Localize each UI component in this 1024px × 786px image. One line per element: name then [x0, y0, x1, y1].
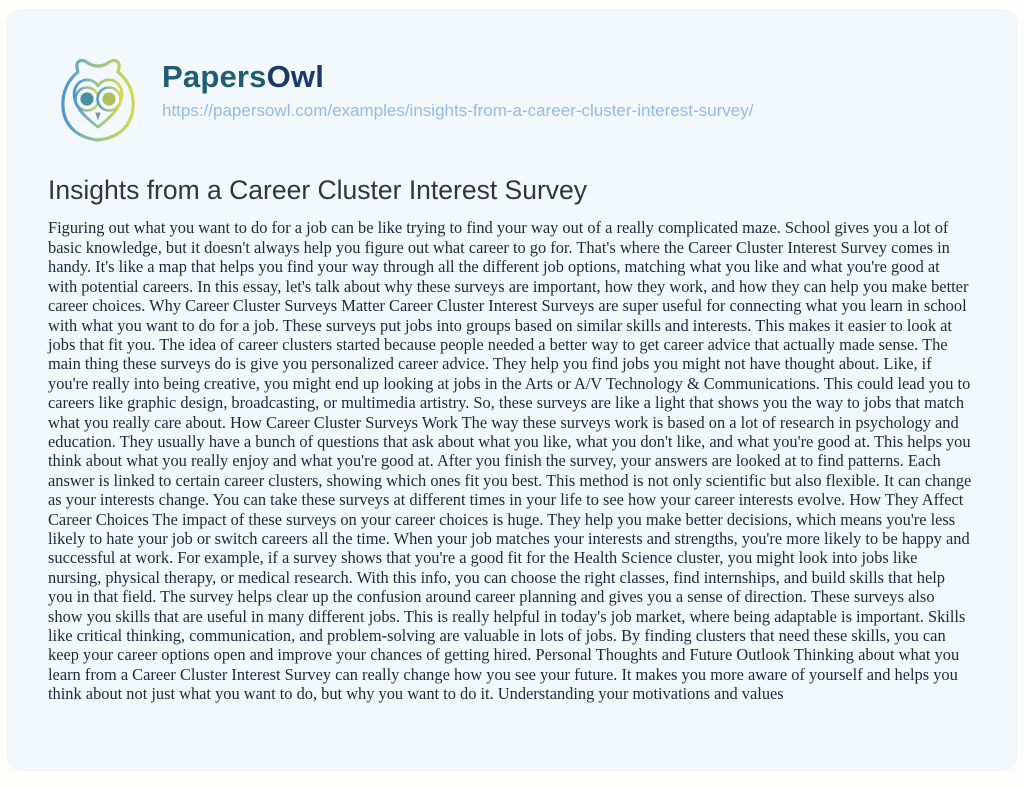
brand-name-part1: Papers — [162, 59, 267, 94]
source-url-link[interactable]: https://papersowl.com/examples/insights-from-a-career-cluster-interest-survey/ — [162, 101, 754, 121]
page-title: Insights from a Career Cluster Interest Survey — [48, 175, 588, 205]
owl-logo-icon — [48, 50, 148, 150]
header — [8, 10, 1016, 150]
brand-block — [162, 50, 753, 121]
brand-name — [162, 60, 753, 94]
essay-body-text: Figuring out what you want to do for a job can be like trying to find your way out of a really complicated maze. School gives you a lot of basic knowledge, but it doesn't always help you figure out what career to go for. That's where the Career Cluster Interest Survey comes in handy. It's like a map that helps you find your way through all the different job options, matching what you like and what you're good at with potential careers. In this essay, let's talk about why these surveys are important, how they work, and how they can help you make better career choices. Why Career Cluster Surveys Matter Career Cluster Interest Surveys are super useful for connecting what you learn in school with what you want to do for a job. These surveys put jobs into groups based on similar skills and interests. This makes it easier to look at jobs that fit you. The idea of career clusters started because people needed a better way to get career advice that actually made sense. The main thing these surveys do is give you personalized career advice. They help you find jobs you might not have thought about. Like, if you're really into being creative, you might end up looking at jobs in the Arts or A/V Technology & Communications. This could lead you to careers like graphic design, broadcasting, or multimedia artistry. So, these surveys are like a light that shows you the way to jobs that match what you really care about. How Career Cluster Surveys Work The way these surveys work is based on a lot of research in psychology and education. They usually have a bunch of questions that ask about what you like, what you don't like, and what you're good at. This helps you think about what you really enjoy and what you're good at. After you finish the survey, your answers are looked at to find patterns. Each answer is linked to certain career clusters, showing which ones fit you best. This method is not only scientific but also flexible. It can change as your interests change. You can take these surveys at different times in your life to see how your career interests evolve. How They Affect Career Choices The impact of these surveys on your career choices is huge. They help you make better decisions, which means you're less likely to hate your job or switch careers all the time. When your job matches your interests and strengths, you're more likely to be happy and successful at work. For example, if a survey shows that you're a good fit for the Health Science cluster, you might look into jobs like nursing, physical therapy, or medical research. With this info, you can choose the right classes, find internships, and build skills that help you in that field. The survey helps clear up the confusion around career planning and gives you a sense of direction. These surveys also show you skills that are useful in many different jobs. This is really helpful in today's job market, where being adaptable is important. Skills like critical thinking, communication, and problem-solving are valuable in lots of jobs. By finding clusters that need these skills, you can keep your career options open and improve your chances of getting hired. Personal Thoughts and Future Outlook Thinking about what you learn from a Career Cluster Interest Survey can really change how you see your future. It makes you more aware of yourself and helps you think about not just what you want to do, but why you want to do it. Understanding your motivations and values — [48, 218, 972, 704]
page-card — [8, 10, 1016, 770]
brand-name-part2: Owl — [266, 59, 325, 94]
papersowl-logo — [48, 50, 148, 150]
